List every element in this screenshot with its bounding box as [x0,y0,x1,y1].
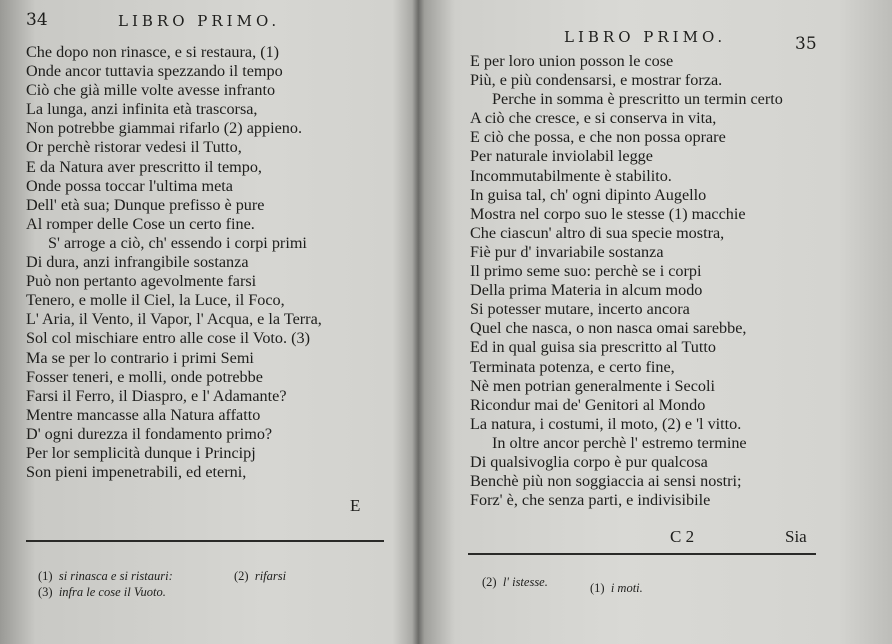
verse-line: In oltre ancor perchè l' estremo termine [492,433,747,452]
footnote: (1) si rinasca e si ristauri: [38,569,173,583]
verse-line: Per naturale inviolabil legge [470,147,653,166]
verse-line: Perche in somma è prescritto un termin certo [492,90,783,109]
verse-line: Ciò che già mille volte avesse infranto [26,81,276,100]
footnote-rule [468,553,816,555]
verse-line: D' ogni durezza il fondamento primo? [26,424,273,443]
verse-line: Benchè più non soggiaccia ai sensi nostri; [470,472,742,491]
verse-line: Onde possa toccar l'ultima meta [26,176,233,195]
verse-line: Tenero, e molle il Ciel, la Luce, il Foco, [26,291,285,310]
verse-line: Di dura, anzi infrangibile sostanza [26,253,249,272]
verse-line: L' Aria, il Vento, il Vapor, l' Acqua, e la Terra, [26,310,322,329]
verse-line: Dell' età sua; Dunque prefisso è pure [26,195,265,214]
verse-line: Terminata potenza, e certo fine, [470,357,675,376]
catchword: E [350,496,361,515]
verse-line: E ciò che possa, e che non possa oprare [470,128,726,147]
footnote: (1) i moti. [590,581,643,595]
footnote: (3) infra le cose il Vuoto. [38,585,166,599]
verse-line: Della prima Materia in alcum modo [470,281,703,300]
verse-line: Son pieni impenetrabili, ed eterni, [26,463,247,482]
verse-line: A ciò che cresce, e si conserva in vita, [470,109,717,128]
verse-line: Non potrebbe giammai rifarlo (2) appieno. [26,119,302,138]
right-page [424,0,892,644]
verse-line: Di qualsivoglia corpo è pur qualcosa [470,452,708,471]
verse-line: E da Natura aver prescritto il tempo, [26,157,262,176]
verse-line: Mostra nel corpo suo le stesse (1) macchie [470,204,746,223]
signature-mark: C 2 [670,527,695,546]
verse-line: Ed in qual guisa sia prescritto al Tutto [470,338,716,357]
verse-line: Mentre mancasse alla Natura affatto [26,405,261,424]
running-head: LIBRO PRIMO. [118,12,281,30]
verse-line: Più, e più condensarsi, e mostrar forza. [470,71,723,90]
verse-line: Ma se per lo contrario i primi Semi [26,348,254,367]
verse-line: Sol col mischiare entro alle cose il Voto. (3) [26,329,310,348]
verse-line: Farsi il Ferro, il Diaspro, e l' Adamante? [26,386,287,405]
running-head: LIBRO PRIMO. [564,28,727,46]
verse-line: E per loro union posson le cose [470,52,674,70]
catchword: Sia [785,527,807,546]
verse-line: Fosser teneri, e molli, onde potrebbe [26,367,263,386]
verse-line: Forz' è, che senza parti, e indivisibile [470,491,711,510]
page-number: 34 [26,10,48,30]
verse-line: Fiè pur d' invariabile sostanza [470,242,664,261]
verse-line: La lunga, anzi infinita età trascorsa, [26,100,258,119]
verse-line: Quel che nasca, o non nasca omai sarebbe, [470,319,747,338]
verse-line: Che ciascun' altro di sua specie mostra, [470,223,725,242]
left-page [0,0,412,644]
verse-line: Incommutabilmente è stabilito. [470,166,672,185]
verse-list [470,52,783,510]
verse-line: Può non pertanto agevolmente farsi [26,272,257,291]
footnote: (2) l' istesse. [482,575,548,589]
verse-line: S' arroge a ciò, ch' essendo i corpi primi [48,233,307,252]
verse-line: Si potesser mutare, incerto ancora [470,300,690,319]
footnote: (2) rifarsi [234,569,287,583]
verse-line: Onde ancor tuttavia spezzando il tempo [26,62,283,81]
verse-line: Nè men potrian generalmente i Secoli [470,376,715,395]
verse-line: Il primo seme suo: perchè se i corpi [470,262,702,281]
footnote-rule [26,540,384,542]
verse-line: Ricondur mai de' Genitori al Mondo [470,395,706,414]
verse-line: Al romper delle Cose un certo fine. [26,214,255,233]
verse-line: La natura, i costumi, il moto, (2) e 'l vitto. [470,414,742,433]
verse-line: Per lor semplicità dunque i Principj [26,443,256,462]
verse-line: Che dopo non rinasce, e si restaura, (1) [26,43,280,61]
verse-list [26,43,322,482]
page-number: 35 [795,34,817,54]
verse-line: In guisa tal, ch' ogni dipinto Augello [470,185,707,204]
verse-line: Or perchè ristorar vedesi il Tutto, [26,138,242,157]
